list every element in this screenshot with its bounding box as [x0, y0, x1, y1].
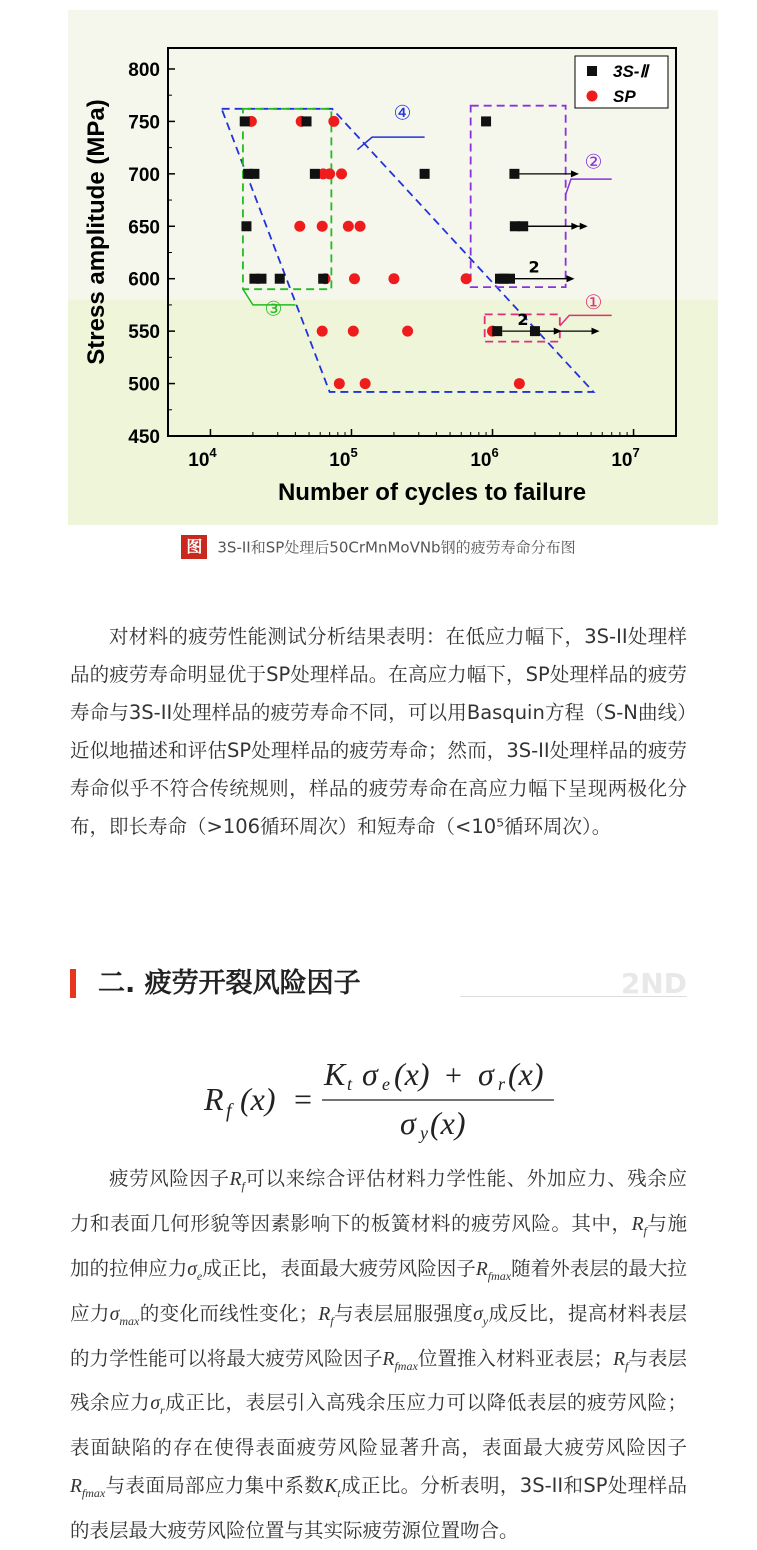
x-tick-label: $10^4$: [188, 445, 217, 471]
x-tick-label: $10^7$: [611, 445, 640, 471]
math-subscript: y: [482, 1313, 489, 1328]
math-subscript: t: [337, 1486, 341, 1501]
text-run: 与表层屈服强度: [333, 1301, 474, 1325]
math-base: σ: [187, 1258, 197, 1280]
sp-data-point: [336, 168, 347, 179]
legend-sp-marker: [587, 91, 598, 102]
math-base: R: [70, 1476, 82, 1498]
math-symbol: [229, 1169, 245, 1193]
sp-data-point: [349, 273, 360, 284]
math-symbol: [318, 1303, 334, 1328]
3s-ii-data-point: [492, 326, 502, 336]
y-tick-label: 550: [128, 322, 160, 344]
sp-data-point: [360, 378, 371, 389]
math-subscript: fmax: [394, 1358, 418, 1373]
text-run: 成正比。分析表明，3S-II和SP处理样品的表层最大疲劳风险位置与其实际疲劳源位置吻合。: [70, 1474, 687, 1543]
formula-sigma-e-sub: e: [382, 1074, 390, 1094]
text-run: 与表面局部应力集中系数: [105, 1474, 325, 1498]
math-symbol: [382, 1348, 418, 1373]
formula-svg: [200, 1050, 560, 1146]
formula-sigma-y-sub: y: [420, 1123, 428, 1143]
text-run: 与施加的拉伸应力: [70, 1211, 687, 1280]
x-tick-label: $10^5$: [329, 445, 358, 471]
3s-ii-data-point: [302, 116, 312, 126]
math-base: R: [613, 1348, 626, 1370]
x-tick-label: $10^6$: [470, 445, 499, 471]
section-title: 二. 疲劳开裂风险因子: [98, 968, 361, 999]
3s-ii-data-point: [275, 274, 285, 284]
text-run: 与表层残余应力: [70, 1346, 687, 1415]
fatigue-life-figure: [68, 10, 718, 525]
risk-factor-paragraph-text: [70, 1160, 687, 1550]
sp-data-point: [324, 168, 335, 179]
sp-data-point: [328, 116, 339, 127]
3s-ii-data-point: [240, 116, 250, 126]
3s-ii-data-point: [420, 169, 430, 179]
math-subscript: r: [159, 1403, 165, 1418]
section-accent-bar: [70, 969, 76, 998]
sp-data-point: [388, 273, 399, 284]
formula-equals: =: [294, 1081, 313, 1117]
math-base: σ: [150, 1393, 160, 1415]
math-base: R: [475, 1258, 488, 1280]
math-subscript: f: [330, 1313, 334, 1328]
formula-lhs-sub: f: [226, 1100, 232, 1122]
text-run: 的变化而线性变化；: [139, 1301, 319, 1325]
text-run: 疲劳风险因子: [109, 1167, 230, 1190]
math-subscript: f: [625, 1358, 629, 1373]
legend-sp-label: SP: [613, 87, 636, 106]
sp-data-point: [514, 378, 525, 389]
3s-ii-data-point: [318, 274, 328, 284]
sp-data-point: [343, 221, 354, 232]
math-base: R: [229, 1169, 242, 1190]
math-symbol: [613, 1348, 629, 1373]
text-run: 成反比，提高材料表层的力学性能可以将最大疲劳风险因子: [70, 1301, 687, 1370]
math-subscript: max: [119, 1313, 140, 1328]
3s-ii-data-point: [509, 169, 519, 179]
formula-sigma-e: σ: [362, 1056, 378, 1092]
sp-data-point: [334, 378, 345, 389]
text-run: 位置推入材料亚表层；: [417, 1346, 614, 1370]
legend-3s-ii-marker: [587, 66, 597, 76]
sp-data-point: [317, 326, 328, 337]
y-tick-label: 600: [128, 269, 160, 291]
figure-caption-text: 3S-II和SP处理后50CrMnMoVNb钢的疲劳寿命分布图: [217, 538, 576, 557]
math-symbol: [475, 1258, 512, 1283]
formula-lhs-var: (x): [240, 1081, 276, 1117]
math-base: σ: [109, 1303, 120, 1325]
math-base: σ: [473, 1303, 483, 1325]
runout-count-label: 2: [517, 309, 529, 329]
formula-plus: +: [445, 1059, 462, 1092]
3s-ii-data-point: [310, 169, 320, 179]
math-subscript: e: [196, 1268, 203, 1283]
runout-count-label: 2: [528, 257, 540, 277]
sp-data-point: [317, 221, 328, 232]
3s-ii-data-point: [241, 221, 251, 231]
3s-ii-data-point: [249, 169, 259, 179]
math-symbol: [109, 1303, 140, 1328]
y-axis-label: Stress amplitude (MPa): [83, 99, 110, 365]
annot-2-label: ②: [584, 149, 603, 174]
math-symbol: [150, 1393, 165, 1418]
formula-kt: K: [324, 1056, 346, 1092]
3s-ii-data-point: [505, 274, 515, 284]
formula-kt-sub: t: [347, 1074, 353, 1094]
section-number-watermark: 2ND: [620, 967, 687, 1000]
math-symbol: [324, 1476, 341, 1501]
x-tick-exponent: 7: [632, 445, 640, 460]
math-symbol: [473, 1303, 489, 1328]
x-tick-exponent: 6: [491, 445, 499, 460]
sp-data-point: [348, 326, 359, 337]
sp-data-point: [461, 273, 472, 284]
math-base: R: [382, 1348, 395, 1370]
text-run: 可以来综合评估材料力学性能、外加应力、残余应力和表面几何形貌等因素影响下的板簧材料的疲劳风险。其中，: [70, 1167, 687, 1235]
math-subscript: fmax: [81, 1486, 106, 1501]
figure-tag-badge: 图: [181, 535, 207, 559]
formula-lhs: R: [204, 1081, 224, 1117]
annot-1-label: ①: [584, 290, 603, 315]
x-tick-exponent: 4: [209, 445, 217, 460]
3s-ii-data-point: [256, 274, 266, 284]
math-subscript: f: [643, 1223, 647, 1238]
figure-caption: [0, 535, 757, 563]
sp-data-point: [355, 221, 366, 232]
x-tick-exponent: 5: [350, 445, 358, 460]
section-header: [70, 965, 687, 1005]
math-base: R: [631, 1213, 644, 1235]
math-symbol: [187, 1258, 203, 1283]
3s-ii-data-point: [518, 221, 528, 231]
math-subscript: fmax: [487, 1268, 512, 1283]
math-symbol: [70, 1476, 106, 1501]
formula-den-var: (x): [430, 1105, 466, 1141]
text-run: 成正比，表面最大疲劳风险因子: [202, 1256, 476, 1280]
legend-3s-ii-label: 3S-Ⅱ: [613, 62, 648, 81]
formula-sigma-r-sub: r: [498, 1074, 506, 1094]
sp-data-point: [294, 221, 305, 232]
3s-ii-data-point: [530, 326, 540, 336]
math-subscript: f: [241, 1178, 245, 1193]
text-run: 随着外表层的最大拉应力: [70, 1256, 687, 1325]
y-tick-label: 500: [128, 374, 160, 396]
formula-num-var2: (x): [508, 1056, 544, 1092]
y-tick-label: 700: [128, 164, 160, 186]
y-tick-label: 650: [128, 217, 160, 239]
analysis-paragraph: [70, 618, 687, 846]
analysis-paragraph-text: 对材料的疲劳性能测试分析结果表明：在低应力幅下，3S-II处理样品的疲劳寿命明显优于SP处理样品。在高应力幅下，SP处理样品的疲劳寿命与3S-II处理样品的疲劳寿命不同，可以用Basquin方程（S-N曲线）近似地描述和评估SP处理样品的疲劳寿命；然而，3S-II处理样品的疲劳寿命似乎不符合传统规则，样品的疲劳寿命在高应力幅下呈现两极化分布，即长寿命（>106循环周次）和短寿命（<10⁵循环周次）。: [70, 625, 687, 838]
risk-factor-formula: [200, 1050, 560, 1146]
sp-data-point: [402, 326, 413, 337]
y-tick-label: 800: [128, 59, 160, 81]
y-tick-label: 750: [128, 112, 160, 134]
formula-sigma-y: σ: [400, 1105, 416, 1141]
y-tick-label: 450: [128, 427, 160, 448]
math-base: K: [324, 1476, 338, 1498]
3s-ii-data-point: [481, 116, 491, 126]
annot-3-label: ③: [264, 296, 283, 321]
formula-num-var1: (x): [394, 1056, 430, 1092]
risk-factor-paragraph: [70, 1160, 687, 1550]
math-symbol: [631, 1213, 647, 1238]
formula-sigma-r: σ: [478, 1056, 494, 1092]
math-base: R: [318, 1303, 331, 1325]
sn-scatter-chart: [68, 10, 718, 525]
x-axis-label: Number of cycles to failure: [277, 479, 587, 506]
annot-4-label: ④: [393, 100, 412, 125]
text-run: 成正比，表层引入高残余压应力可以降低表层的疲劳风险；表面缺陷的存在使得表面疲劳风险显著升高，表面最大疲劳风险因子: [70, 1391, 687, 1460]
